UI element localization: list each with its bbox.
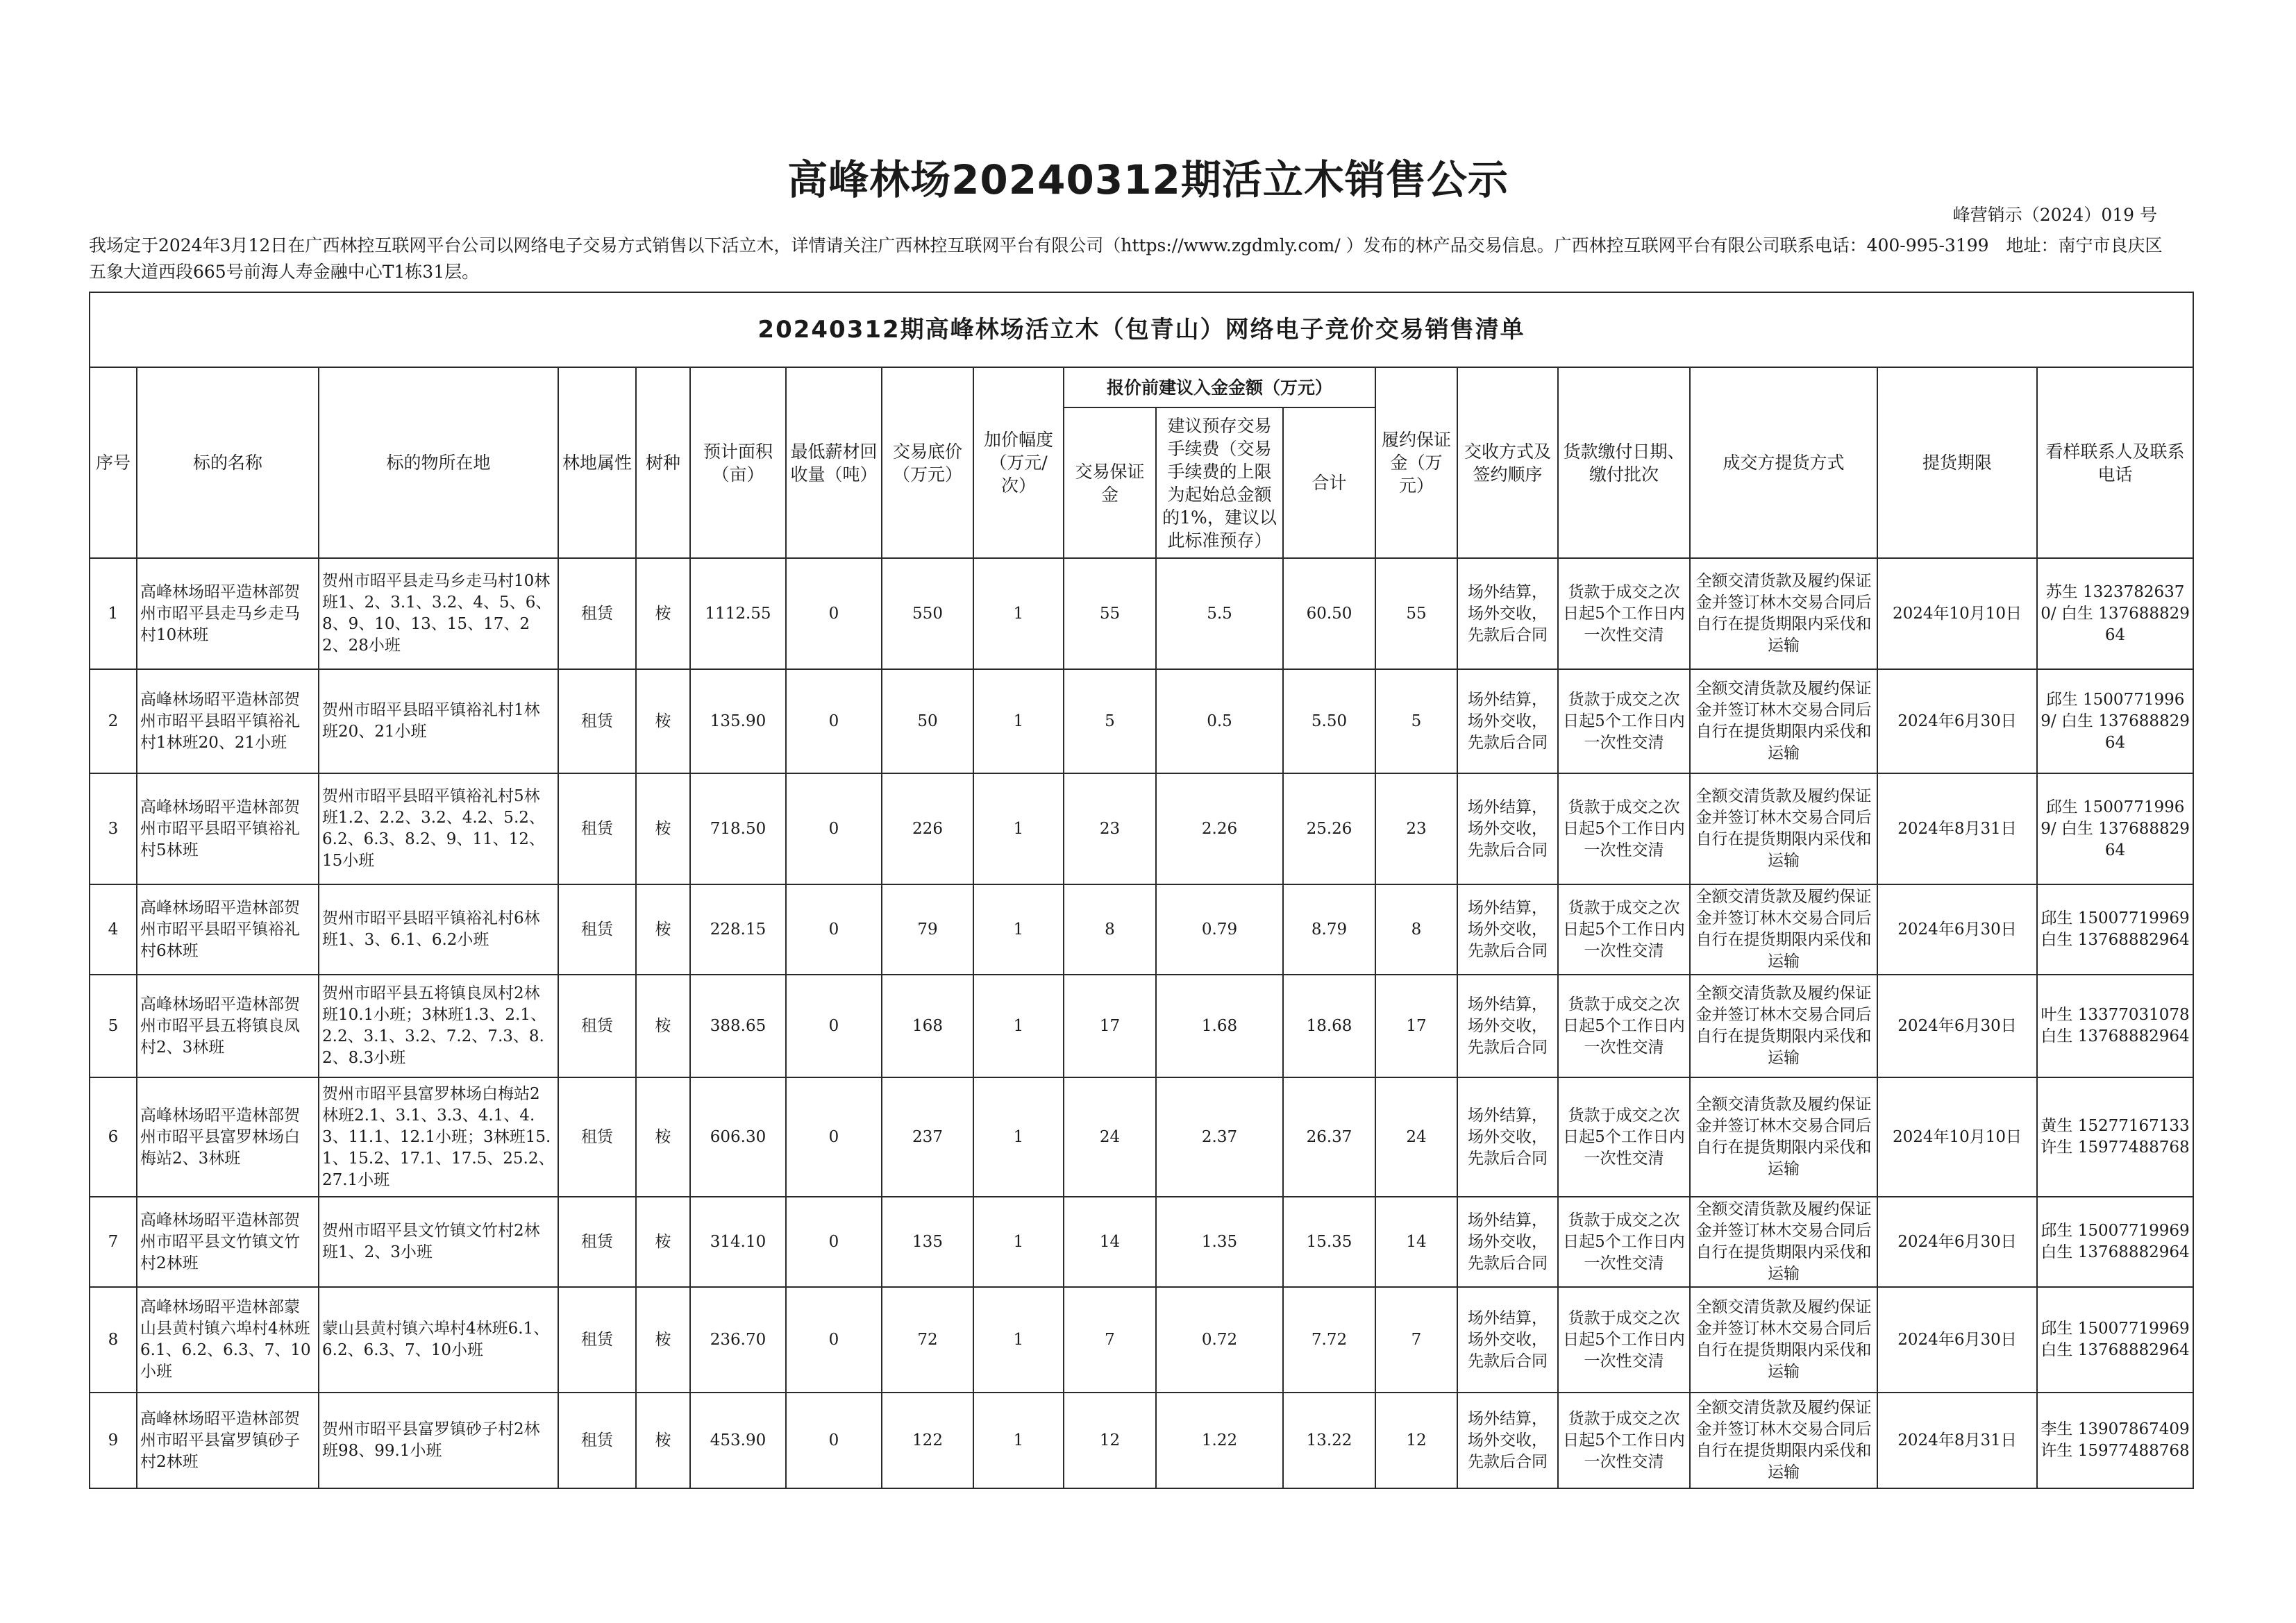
table-row [90, 1393, 2193, 1488]
cell-payment: 货款于成交之次日起5个工作日内一次性交清 [1558, 975, 1690, 1077]
cell-deadline: 2024年10月10日 [1877, 1077, 2037, 1197]
cell-contact: 黄生 15277167133 许生 15977488768 [2037, 1077, 2193, 1197]
cell-perf-deposit: 5 [1375, 669, 1457, 773]
sales-table [89, 292, 2194, 1489]
col-header-base-price: 交易底价（万元） [882, 367, 973, 558]
cell-min-yield: 0 [786, 975, 882, 1077]
cell-land: 租赁 [558, 773, 636, 884]
col-header-total: 合计 [1283, 407, 1375, 558]
table-row [90, 1287, 2193, 1393]
cell-name: 高峰林场昭平造林部贺州市昭平县文竹镇文竹村2林班 [137, 1197, 319, 1287]
cell-payment: 货款于成交之次日起5个工作日内一次性交清 [1558, 1287, 1690, 1393]
col-header-deposit: 交易保证金 [1064, 407, 1156, 558]
cell-area: 236.70 [690, 1287, 786, 1393]
cell-species: 桉 [636, 1393, 690, 1488]
cell-fee: 2.26 [1156, 773, 1283, 884]
cell-perf-deposit: 55 [1375, 558, 1457, 669]
cell-settle: 场外结算，场外交收，先款后合同 [1457, 884, 1558, 975]
cell-location: 贺州市昭平县昭平镇裕礼村6林班1、3、6.1、6.2小班 [319, 884, 558, 975]
cell-location: 贺州市昭平县昭平镇裕礼村5林班1.2、2.2、3.2、4.2、5.2、6.2、6.3、8.2、9、11、12、15小班 [319, 773, 558, 884]
cell-contact: 邱生 15007719969 白生 13768882964 [2037, 1197, 2193, 1287]
cell-total: 25.26 [1283, 773, 1375, 884]
cell-land: 租赁 [558, 1393, 636, 1488]
cell-species: 桉 [636, 1197, 690, 1287]
cell-deposit: 23 [1064, 773, 1156, 884]
cell-min-yield: 0 [786, 884, 882, 975]
table-row [90, 773, 2193, 884]
cell-seq: 9 [90, 1393, 137, 1488]
col-header-land: 林地属性 [558, 367, 636, 558]
cell-total: 8.79 [1283, 884, 1375, 975]
cell-deposit: 12 [1064, 1393, 1156, 1488]
cell-area: 135.90 [690, 669, 786, 773]
cell-pickup: 全额交清货款及履约保证金并签订林木交易合同后自行在提货期限内采伐和运输 [1690, 558, 1877, 669]
cell-min-yield: 0 [786, 1287, 882, 1393]
cell-increment: 1 [973, 773, 1064, 884]
cell-contact: 邱生 15007719969/ 白生 13768882964 [2037, 773, 2193, 884]
cell-area: 453.90 [690, 1393, 786, 1488]
col-header-payment: 货款缴付日期、缴付批次 [1558, 367, 1690, 558]
cell-increment: 1 [973, 1197, 1064, 1287]
cell-location: 贺州市昭平县昭平镇裕礼村1林班20、21小班 [319, 669, 558, 773]
cell-contact: 李生 13907867409 许生 15977488768 [2037, 1393, 2193, 1488]
cell-settle: 场外结算，场外交收，先款后合同 [1457, 773, 1558, 884]
cell-seq: 3 [90, 773, 137, 884]
cell-increment: 1 [973, 558, 1064, 669]
col-header-pickup: 成交方提货方式 [1690, 367, 1877, 558]
cell-perf-deposit: 7 [1375, 1287, 1457, 1393]
cell-pickup: 全额交清货款及履约保证金并签订林木交易合同后自行在提货期限内采伐和运输 [1690, 884, 1877, 975]
cell-location: 贺州市昭平县五将镇良凤村2林班10.1小班；3林班1.3、2.1、2.2、3.1、3.2、7.2、7.3、8.2、8.3小班 [319, 975, 558, 1077]
cell-perf-deposit: 23 [1375, 773, 1457, 884]
cell-total: 60.50 [1283, 558, 1375, 669]
cell-settle: 场外结算，场外交收，先款后合同 [1457, 1077, 1558, 1197]
page-title: 高峰林场20240312期活立木销售公示 [787, 156, 1509, 203]
cell-min-yield: 0 [786, 1077, 882, 1197]
cell-base-price: 79 [882, 884, 973, 975]
cell-deadline: 2024年6月30日 [1877, 669, 2037, 773]
cell-settle: 场外结算，场外交收，先款后合同 [1457, 1393, 1558, 1488]
cell-payment: 货款于成交之次日起5个工作日内一次性交清 [1558, 558, 1690, 669]
cell-payment: 货款于成交之次日起5个工作日内一次性交清 [1558, 884, 1690, 975]
cell-contact: 邱生 15007719969 白生 13768882964 [2037, 1287, 2193, 1393]
cell-location: 蒙山县黄村镇六埠村4林班6.1、6.2、6.3、7、10小班 [319, 1287, 558, 1393]
cell-total: 26.37 [1283, 1077, 1375, 1197]
cell-payment: 货款于成交之次日起5个工作日内一次性交清 [1558, 773, 1690, 884]
cell-deposit: 17 [1064, 975, 1156, 1077]
cell-min-yield: 0 [786, 1393, 882, 1488]
cell-base-price: 135 [882, 1197, 973, 1287]
col-header-area: 预计面积（亩） [690, 367, 786, 558]
cell-payment: 货款于成交之次日起5个工作日内一次性交清 [1558, 1197, 1690, 1287]
cell-name: 高峰林场昭平造林部贺州市昭平县富罗林场白梅站2、3林班 [137, 1077, 319, 1197]
cell-deadline: 2024年6月30日 [1877, 975, 2037, 1077]
cell-location: 贺州市昭平县走马乡走马村10林班1、2、3.1、3.2、4、5、6、8、9、10、13、15、17、22、28小班 [319, 558, 558, 669]
cell-land: 租赁 [558, 558, 636, 669]
table-row [90, 669, 2193, 773]
cell-seq: 8 [90, 1287, 137, 1393]
cell-deadline: 2024年8月31日 [1877, 773, 2037, 884]
cell-pickup: 全额交清货款及履约保证金并签订林木交易合同后自行在提货期限内采伐和运输 [1690, 1287, 1877, 1393]
cell-pickup: 全额交清货款及履约保证金并签订林木交易合同后自行在提货期限内采伐和运输 [1690, 975, 1877, 1077]
cell-payment: 货款于成交之次日起5个工作日内一次性交清 [1558, 669, 1690, 773]
cell-increment: 1 [973, 1393, 1064, 1488]
cell-land: 租赁 [558, 975, 636, 1077]
cell-perf-deposit: 24 [1375, 1077, 1457, 1197]
cell-base-price: 122 [882, 1393, 973, 1488]
cell-species: 桉 [636, 975, 690, 1077]
cell-fee: 5.5 [1156, 558, 1283, 669]
cell-increment: 1 [973, 1077, 1064, 1197]
col-header-settle: 交收方式及签约顺序 [1457, 367, 1558, 558]
cell-min-yield: 0 [786, 773, 882, 884]
intro-paragraph: 我场定于2024年3月12日在广西林控互联网平台公司以网络电子交易方式销售以下活立木，详情请关注广西林控互联网平台有限公司（https://www.zgdmly.com/ ）发布的林产品交易信息。广西林控互联网平台有限公司联系电话：400-995-3199 地址：南宁市良庆区五象大道西段665号前海人寿金融中心T1栋31层。 [89, 235, 2163, 282]
col-header-perf-deposit: 履约保证金（万元） [1375, 367, 1457, 558]
cell-min-yield: 0 [786, 558, 882, 669]
cell-name: 高峰林场昭平造林部贺州市昭平县五将镇良凤村2、3林班 [137, 975, 319, 1077]
col-header-deadline: 提货期限 [1877, 367, 2037, 558]
cell-area: 1112.55 [690, 558, 786, 669]
cell-min-yield: 0 [786, 1197, 882, 1287]
cell-location: 贺州市昭平县富罗镇砂子村2林班98、99.1小班 [319, 1393, 558, 1488]
cell-increment: 1 [973, 669, 1064, 773]
cell-fee: 1.22 [1156, 1393, 1283, 1488]
cell-base-price: 550 [882, 558, 973, 669]
cell-area: 606.30 [690, 1077, 786, 1197]
table-row [90, 1077, 2193, 1197]
cell-deadline: 2024年6月30日 [1877, 884, 2037, 975]
cell-pickup: 全额交清货款及履约保证金并签订林木交易合同后自行在提货期限内采伐和运输 [1690, 1197, 1877, 1287]
cell-increment: 1 [973, 884, 1064, 975]
col-header-seq: 序号 [90, 367, 137, 558]
cell-base-price: 50 [882, 669, 973, 773]
cell-base-price: 72 [882, 1287, 973, 1393]
cell-fee: 2.37 [1156, 1077, 1283, 1197]
col-header-location: 标的物所在地 [319, 367, 558, 558]
table-row [90, 1197, 2193, 1287]
cell-location: 贺州市昭平县富罗林场白梅站2林班2.1、3.1、3.3、4.1、4.3、11.1、12.1小班；3林班15.1、15.2、17.1、17.5、25.2、27.1小班 [319, 1077, 558, 1197]
cell-fee: 0.72 [1156, 1287, 1283, 1393]
cell-increment: 1 [973, 1287, 1064, 1393]
cell-payment: 货款于成交之次日起5个工作日内一次性交清 [1558, 1077, 1690, 1197]
cell-increment: 1 [973, 975, 1064, 1077]
col-header-increment: 加价幅度（万元/次） [973, 367, 1064, 558]
cell-name: 高峰林场昭平造林部贺州市昭平县富罗镇砂子村2林班 [137, 1393, 319, 1488]
cell-total: 7.72 [1283, 1287, 1375, 1393]
col-header-name: 标的名称 [137, 367, 319, 558]
cell-species: 桉 [636, 669, 690, 773]
cell-min-yield: 0 [786, 669, 882, 773]
col-group-header-funds: 报价前建议入金金额（万元） [1064, 367, 1375, 407]
cell-species: 桉 [636, 558, 690, 669]
cell-name: 高峰林场昭平造林部蒙山县黄村镇六埠村4林班6.1、6.2、6.3、7、10小班 [137, 1287, 319, 1393]
cell-pickup: 全额交清货款及履约保证金并签订林木交易合同后自行在提货期限内采伐和运输 [1690, 1393, 1877, 1488]
cell-location: 贺州市昭平县文竹镇文竹村2林班1、2、3小班 [319, 1197, 558, 1287]
cell-seq: 7 [90, 1197, 137, 1287]
cell-contact: 苏生 13237826370/ 白生 13768882964 [2037, 558, 2193, 669]
cell-species: 桉 [636, 884, 690, 975]
cell-fee: 1.35 [1156, 1197, 1283, 1287]
cell-area: 388.65 [690, 975, 786, 1077]
table-row [90, 975, 2193, 1077]
cell-land: 租赁 [558, 669, 636, 773]
cell-deadline: 2024年6月30日 [1877, 1287, 2037, 1393]
cell-perf-deposit: 17 [1375, 975, 1457, 1077]
cell-base-price: 226 [882, 773, 973, 884]
col-header-species: 树种 [636, 367, 690, 558]
cell-seq: 5 [90, 975, 137, 1077]
cell-seq: 6 [90, 1077, 137, 1197]
col-header-min-yield: 最低薪材回收量（吨） [786, 367, 882, 558]
cell-settle: 场外结算，场外交收，先款后合同 [1457, 975, 1558, 1077]
cell-settle: 场外结算，场外交收，先款后合同 [1457, 1197, 1558, 1287]
cell-fee: 0.79 [1156, 884, 1283, 975]
document-number: 峰营销示（2024）019 号 [1952, 205, 2157, 225]
cell-species: 桉 [636, 1287, 690, 1393]
cell-total: 13.22 [1283, 1393, 1375, 1488]
cell-pickup: 全额交清货款及履约保证金并签订林木交易合同后自行在提货期限内采伐和运输 [1690, 669, 1877, 773]
col-header-contact: 看样联系人及联系电话 [2037, 367, 2193, 558]
cell-pickup: 全额交清货款及履约保证金并签订林木交易合同后自行在提货期限内采伐和运输 [1690, 773, 1877, 884]
cell-deposit: 24 [1064, 1077, 1156, 1197]
cell-base-price: 237 [882, 1077, 973, 1197]
cell-perf-deposit: 14 [1375, 1197, 1457, 1287]
cell-contact: 邱生 15007719969 白生 13768882964 [2037, 884, 2193, 975]
cell-area: 718.50 [690, 773, 786, 884]
cell-total: 5.50 [1283, 669, 1375, 773]
cell-perf-deposit: 8 [1375, 884, 1457, 975]
cell-perf-deposit: 12 [1375, 1393, 1457, 1488]
cell-deposit: 8 [1064, 884, 1156, 975]
cell-species: 桉 [636, 773, 690, 884]
col-header-fee: 建议预存交易手续费（交易手续费的上限为起始总金额的1%，建议以此标准预存） [1156, 407, 1283, 558]
cell-name: 高峰林场昭平造林部贺州市昭平县昭平镇裕礼村6林班 [137, 884, 319, 975]
cell-base-price: 168 [882, 975, 973, 1077]
cell-deposit: 55 [1064, 558, 1156, 669]
table-row [90, 558, 2193, 669]
cell-seq: 1 [90, 558, 137, 669]
cell-name: 高峰林场昭平造林部贺州市昭平县昭平镇裕礼村5林班 [137, 773, 319, 884]
cell-land: 租赁 [558, 1287, 636, 1393]
cell-land: 租赁 [558, 1077, 636, 1197]
cell-seq: 4 [90, 884, 137, 975]
cell-settle: 场外结算，场外交收，先款后合同 [1457, 558, 1558, 669]
cell-area: 228.15 [690, 884, 786, 975]
cell-species: 桉 [636, 1077, 690, 1197]
cell-contact: 邱生 15007719969/ 白生 13768882964 [2037, 669, 2193, 773]
cell-land: 租赁 [558, 1197, 636, 1287]
cell-deadline: 2024年10月10日 [1877, 558, 2037, 669]
cell-deposit: 14 [1064, 1197, 1156, 1287]
cell-settle: 场外结算，场外交收，先款后合同 [1457, 1287, 1558, 1393]
sales-list-sheet [89, 292, 2193, 1489]
cell-deadline: 2024年6月30日 [1877, 1197, 2037, 1287]
cell-name: 高峰林场昭平造林部贺州市昭平县走马乡走马村10林班 [137, 558, 319, 669]
cell-deposit: 7 [1064, 1287, 1156, 1393]
cell-pickup: 全额交清货款及履约保证金并签订林木交易合同后自行在提货期限内采伐和运输 [1690, 1077, 1877, 1197]
cell-deposit: 5 [1064, 669, 1156, 773]
cell-land: 租赁 [558, 884, 636, 975]
cell-payment: 货款于成交之次日起5个工作日内一次性交清 [1558, 1393, 1690, 1488]
cell-contact: 叶生 13377031078 白生 13768882964 [2037, 975, 2193, 1077]
table-body [90, 558, 2193, 1488]
cell-name: 高峰林场昭平造林部贺州市昭平县昭平镇裕礼村1林班20、21小班 [137, 669, 319, 773]
cell-area: 314.10 [690, 1197, 786, 1287]
table-row [90, 884, 2193, 975]
cell-total: 15.35 [1283, 1197, 1375, 1287]
cell-fee: 0.5 [1156, 669, 1283, 773]
cell-seq: 2 [90, 669, 137, 773]
table-caption: 20240312期高峰林场活立木（包青山）网络电子竞价交易销售清单 [90, 292, 2193, 367]
cell-total: 18.68 [1283, 975, 1375, 1077]
cell-settle: 场外结算，场外交收，先款后合同 [1457, 669, 1558, 773]
cell-fee: 1.68 [1156, 975, 1283, 1077]
cell-deadline: 2024年8月31日 [1877, 1393, 2037, 1488]
